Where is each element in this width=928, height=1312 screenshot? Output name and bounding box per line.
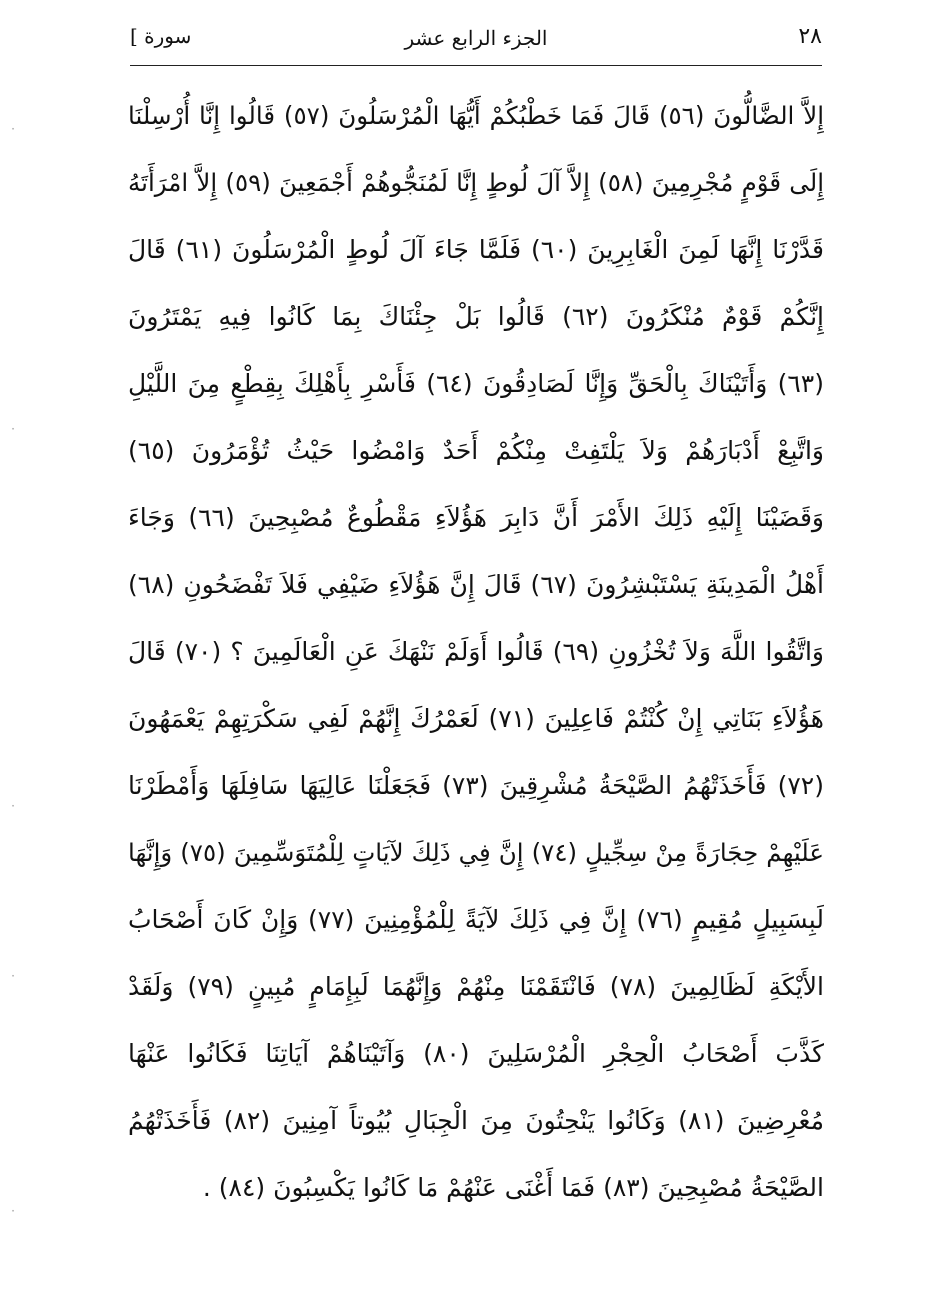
text-line: إِنَّكُمْ قَوْمٌ مُنْكَرُونَ (٦٢) قَالُوا بَلْ جِئْنَاكَ بِمَا كَانُوا فِيهِ يَمْتَرُونَ (128, 302, 824, 331)
quran-text-block (128, 82, 824, 1221)
text-line: (٦٣) وَأَتَيْنَاكَ بِالْحَقِّ وَإِنَّا لَصَادِقُونَ (٦٤) فَأَسْرِ بِأَهْلِكَ بِقِطْعٍ مِنَ اللَّيْلِ (128, 369, 824, 398)
page-number: ٢٨ (798, 24, 822, 49)
text-line: وَقَضَيْنَا إِلَيْهِ ذَلِكَ الأَمْرَ أَنَّ دَابِرَ هَؤُلاَءِ مَقْطُوعٌ مُصْبِحِينَ (٦٦) وَجَاءَ (128, 503, 824, 532)
text-line: أَهْلُ الْمَدِينَةِ يَسْتَبْشِرُونَ (٦٧) قَالَ إِنَّ هَؤُلاَءِ ضَيْفِي فَلاَ تَفْضَحُونِ (٦٨) (128, 570, 824, 599)
margin-mark: · (11, 1204, 15, 1218)
margin-mark: · (11, 969, 15, 983)
text-line: وَاتَّبِعْ أَدْبَارَهُمْ وَلاَ يَلْتَفِتْ مِنْكُمْ أَحَدٌ وَامْضُوا حَيْثُ تُؤْمَرُونَ (٦٥) (128, 436, 824, 465)
text-line: إِلاَّ الضَّالُّونَ (٥٦) قَالَ فَمَا خَطْبُكُمْ أَيُّهَا الْمُرْسَلُونَ (٥٧) قَالُوا إِنَّا أُرْسِلْنَا (128, 101, 824, 130)
text-line: (٧٢) فَأَخَذَتْهُمُ الصَّيْحَةُ مُشْرِقِينَ (٧٣) فَجَعَلْنَا عَالِيَهَا سَافِلَهَا وَأَمْطَرْنَا (128, 771, 824, 800)
header-rule (130, 65, 822, 66)
text-line: عَلَيْهِمْ حِجَارَةً مِنْ سِجِّيلٍ (٧٤) إِنَّ فِي ذَلِكَ لآيَاتٍ لِلْمُتَوَسِّمِينَ (٧٥) وَإِنَّهَا (128, 838, 824, 867)
margin-mark: · (11, 122, 15, 136)
text-line: وَاتَّقُوا اللَّهَ وَلاَ تُخْزُونِ (٦٩) قَالُوا أَوَلَمْ نَنْهَكَ عَنِ الْعَالَمِينَ ؟ (٧٠) قَالَ (128, 637, 824, 666)
text-line: الصَّيْحَةُ مُصْبِحِينَ (٨٣) فَمَا أَغْنَى عَنْهُمْ مَا كَانُوا يَكْسِبُونَ (٨٤) . (202, 1173, 824, 1202)
surah-label: سورة ] (130, 24, 192, 48)
page-header (130, 20, 822, 60)
text-line: لَبِسَبِيلٍ مُقِيمٍ (٧٦) إِنَّ فِي ذَلِكَ لآيَةً لِلْمُؤْمِنِينَ (٧٧) وَإِنْ كَانَ أَصْحَابُ (128, 905, 824, 934)
margin-mark: · (11, 422, 15, 436)
text-line: هَؤُلاَءِ بَنَاتِي إِنْ كُنْتُمْ فَاعِلِينَ (٧١) لَعَمْرُكَ إِنَّهُمْ لَفِي سَكْرَتِهِمْ يَعْمَهُونَ (128, 704, 824, 733)
margin-mark: · (11, 799, 15, 813)
text-line: كَذَّبَ أَصْحَابُ الْحِجْرِ الْمُرْسَلِينَ (٨٠) وَآتَيْنَاهُمْ آيَاتِنَا فَكَانُوا عَنْهَا (128, 1039, 824, 1068)
text-line: الأَيْكَةِ لَظَالِمِينَ (٧٨) فَانْتَقَمْنَا مِنْهُمْ وَإِنَّهُمَا لَبِإِمَامٍ مُبِينٍ (٧٩) وَلَقَدْ (128, 972, 824, 1001)
text-line: إِلَى قَوْمٍ مُجْرِمِينَ (٥٨) إِلاَّ آلَ لُوطٍ إِنَّا لَمُنَجُّوهُمْ أَجْمَعِينَ (٥٩) إِلاَّ امْرَأَتَهُ (128, 168, 824, 197)
running-title: الجزء الرابع عشر (404, 26, 548, 50)
text-line: مُعْرِضِينَ (٨١) وَكَانُوا يَنْحِتُونَ مِنَ الْجِبَالِ بُيُوتاً آمِنِينَ (٨٢) فَأَخَذَتْهُمُ (128, 1106, 824, 1135)
text-line: قَدَّرْنَا إِنَّهَا لَمِنَ الْغَابِرِينَ (٦٠) فَلَمَّا جَاءَ آلَ لُوطٍ الْمُرْسَلُونَ (٦١) قَالَ (128, 235, 824, 264)
